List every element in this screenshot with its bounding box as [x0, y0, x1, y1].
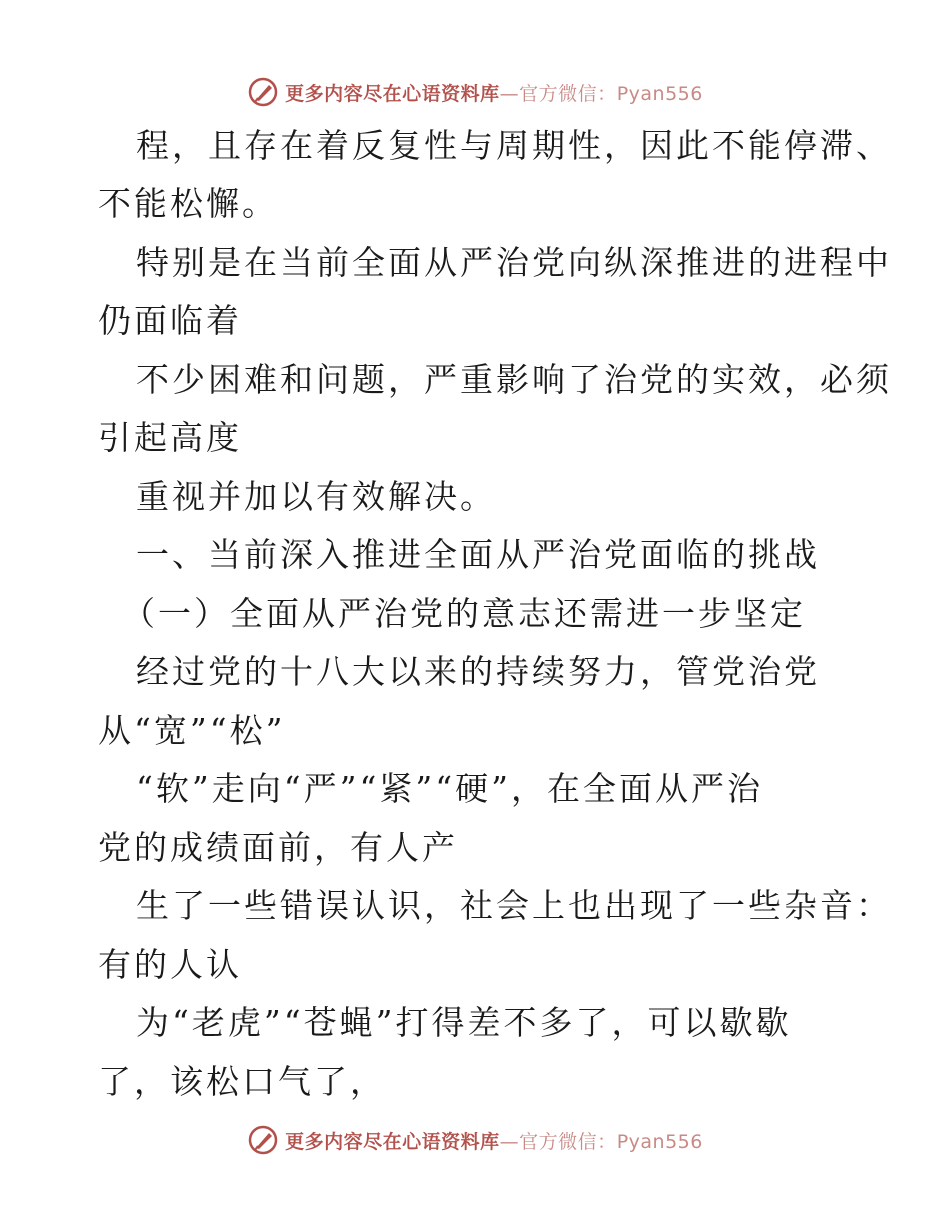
body-line: 仍面临着 [98, 301, 242, 340]
watermark-separator: — [499, 82, 520, 105]
watermark-wechat-id: Pyan556 [616, 82, 703, 105]
section-heading: 一、当前深入推进全面从严治党面临的挑战 [136, 535, 820, 574]
body-line: 党的成绩面前，有人产 [98, 828, 458, 867]
watermark-wechat-id: Pyan556 [616, 1130, 703, 1153]
body-line: 引起高度 [98, 418, 242, 457]
body-line: 从“宽”“松” [98, 711, 286, 750]
watermark-brand: 更多内容尽在心语资料库 [285, 82, 500, 105]
quill-logo-icon [247, 1124, 279, 1156]
header-watermark [0, 72, 950, 112]
body-line: 重视并加以有效解决。 [136, 477, 496, 516]
body-line: 生了一些错误认识，社会上也出现了一些杂音： [136, 886, 892, 925]
body-line: 不能松懈。 [98, 184, 278, 223]
footer-watermark [0, 1120, 950, 1160]
watermark-brand: 更多内容尽在心语资料库 [285, 1130, 500, 1153]
body-line: “软”走向“严”“紧”“硬”，在全面从严治 [136, 769, 763, 808]
quill-logo-icon [247, 76, 279, 108]
body-line: 经过党的十八大以来的持续努力，管党治党 [136, 652, 820, 691]
watermark-separator: — [499, 1130, 520, 1153]
subsection-heading: （一）全面从严治党的意志还需进一步坚定 [122, 594, 806, 633]
body-line: 不少困难和问题，严重影响了治党的实效，必须 [136, 360, 892, 399]
body-line: 程，且存在着反复性与周期性，因此不能停滞、 [136, 126, 892, 165]
body-line: 为“老虎”“苍蝇”打得差不多了，可以歇歇 [136, 1003, 792, 1042]
body-line: 有的人认 [98, 945, 242, 984]
watermark-wechat-label: 官方微信： [519, 82, 617, 105]
body-line: 特别是在当前全面从严治党向纵深推进的进程中 [136, 243, 892, 282]
body-line: 了，该松口气了， [98, 1062, 386, 1101]
watermark-wechat-label: 官方微信： [519, 1130, 617, 1153]
